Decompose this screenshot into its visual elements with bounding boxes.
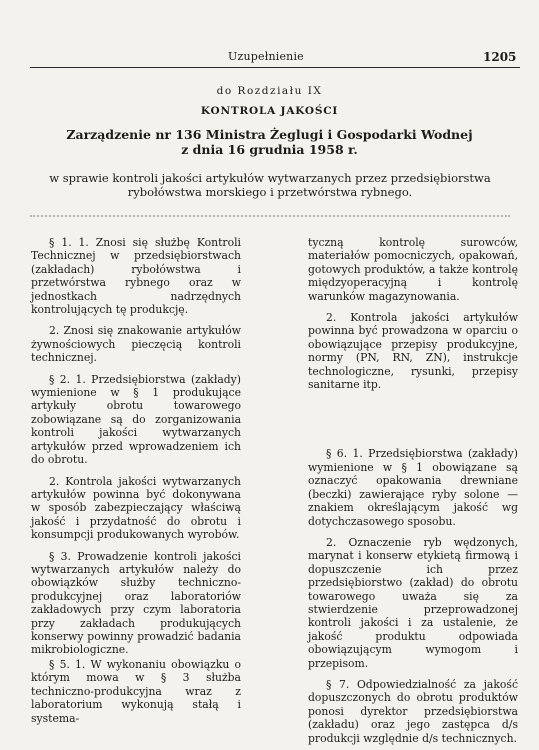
left-column — [31, 236, 241, 657]
chapter-reference: do Rozdziału IX — [216, 85, 323, 97]
chapter-title: KONTROLA JAKOŚCI — [200, 105, 339, 117]
paragraph: § 7. Odpowiedzialność za jakość dopuszczonych do obrotu produktów ponosi dyrektor przedsiębiorstwa (zakładu) oraz jego zastępca d/s produkcji względnie d/s technicznych. — [308, 677, 518, 745]
paragraph: § 2. 1. Przedsiębiorstwa (zakłady) wymienione w § 1 produkujące artykuły obrotu towarowego zobowiązane są do zorganizowania kontroli jakości wytwarzanych artykułów przed wprowadzeniem ich do obrotu. — [31, 372, 241, 467]
regulation-title-line2: z dnia 16 grudnia 1958 r. — [181, 142, 358, 157]
regulation-subject: w sprawie kontroli jakości artykułów wytwarzanych przez przedsiębiorstwa rybołówstwa morskiego i przetwórstwa rybnego. — [49, 171, 491, 199]
regulation-title — [0, 127, 539, 157]
paragraph: 2. Znosi się znakowanie artykułów żywnościowych pieczęcią kontroli technicznej. — [31, 324, 241, 365]
paragraph: § 1. 1. Znosi się służbę Kontroli Technicznej w przedsiębiorstwach (zakładach) rybołówstwa i przetwórstwa rybnego oraz w jednostkach nadrzędnych kontrolujących tę produkcję. — [31, 236, 241, 317]
header-rule — [30, 67, 520, 68]
regulation-title-line1: Zarządzenie nr 136 Ministra Żeglugi i Gospodarki Wodnej — [66, 127, 473, 142]
section-divider — [30, 215, 510, 217]
right-column — [308, 236, 518, 745]
paragraph: 2. Oznaczenie ryb wędzonych, marynat i konserw etykietą firmową i dopuszczenie ich przez przedsiębiorstwo (zakład) do obrotu towarowego uważa się za stwierdzenie przeprowadzonej kontroli jakości i za ustalenie, że jakość produktu odpowiada obowiązującym wymogom i przepisom. — [308, 535, 518, 670]
paragraph: 2. Kontrola jakości artykułów powinna być prowadzona w oparciu o obowiązujące przepisy produkcyjne, normy (PN, RN, ZN), instrukcje technologiczne, rysunki, przepisy sanitarne itp. — [308, 311, 518, 392]
left-column-bottom — [31, 658, 241, 725]
paragraph: § 6. 1. Przedsiębiorstwa (zakłady) wymienione w § 1 obowiązane są oznaczyć opakowania drewniane (beczki) zawierające ryby solone — znakiem określającym jakość wg dotychczasowego sposobu. — [308, 447, 518, 528]
running-header: Uzupełnienie — [228, 50, 304, 63]
paragraph: § 5. 1. W wykonaniu obowiązku o którym mowa w § 3 służba techniczno-produkcyjna wraz z laboratorium wykonują stałą i systema- — [31, 658, 241, 725]
paragraph: § 3. Prowadzenie kontroli jakości wytwarzanych artykułów należy do obowiązków służby techniczno-produkcyjnej oraz laboratoriów zakładowych przy czym laboratoria przy zakładach produkujących konserwy powinny prowadzić badania mikrobiologiczne. — [31, 549, 241, 657]
paragraph: 2. Kontrola jakości wytwarzanych artykułów powinna być dokonywana w sposób zabezpieczający właściwą jakość i przydatność do obrotu i konsumpcji produkowanych wyrobów. — [31, 474, 241, 542]
page-number: 1205 — [483, 50, 517, 64]
paragraph: tyczną kontrolę surowców, materiałów pomocniczych, opakowań, gotowych produktów, a także kontrolę międzyoperacyjną i kontrolę warunków magazynowania. — [308, 236, 518, 303]
